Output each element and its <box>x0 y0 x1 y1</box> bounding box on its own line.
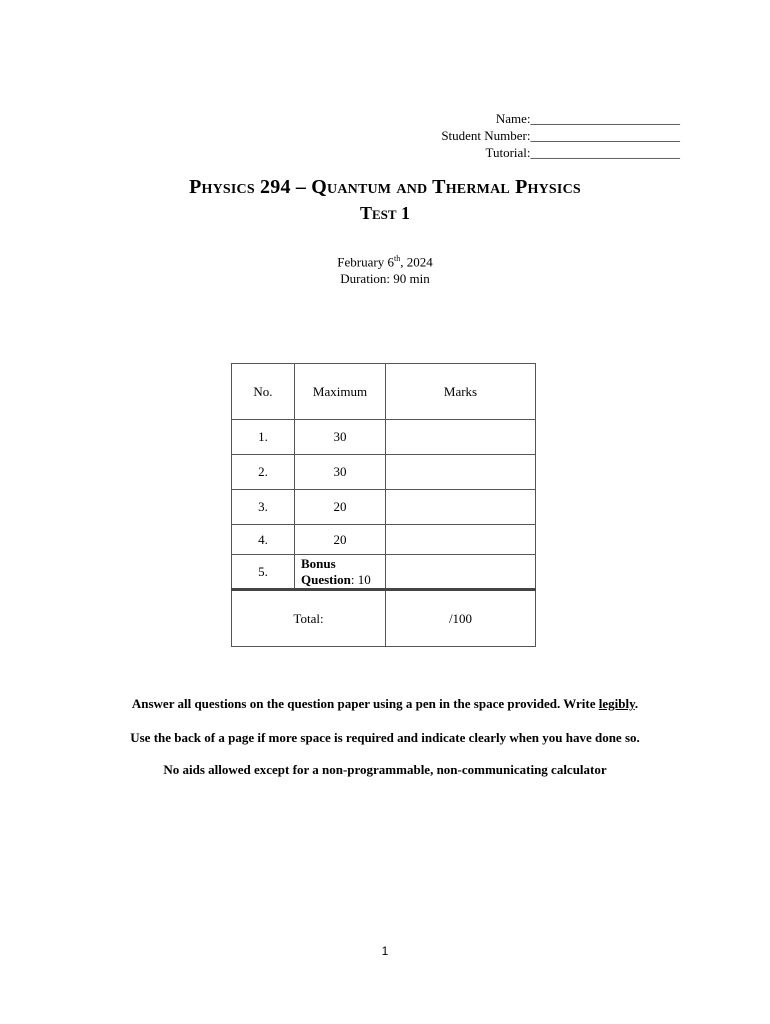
total-row <box>232 590 536 647</box>
bonus-max <box>295 555 386 590</box>
header-maximum: Maximum <box>295 364 386 420</box>
bonus-no: 5. <box>232 555 295 590</box>
row-no: 4. <box>232 525 295 555</box>
row-marks <box>386 525 536 555</box>
date-superscript: th <box>393 254 401 263</box>
page-title: Physics 294 – Quantum and Thermal Physics <box>189 176 581 198</box>
marks-table <box>231 363 536 647</box>
bonus-label-1: Bonus <box>301 555 336 571</box>
test-date <box>0 250 770 270</box>
bonus-label-2: Question <box>301 571 351 587</box>
instruction-1-text: Answer all questions on the question paper using a pen in the space provided. Write <box>131 696 599 711</box>
bonus-value: : 10 <box>350 571 371 587</box>
test-subtitle: Test 1 <box>359 203 411 223</box>
row-no: 1. <box>232 420 295 455</box>
row-max: 20 <box>295 525 386 555</box>
instruction-1-end: . <box>634 696 639 711</box>
student-info-fields <box>441 110 680 161</box>
row-no: 2. <box>232 455 295 490</box>
total-value: /100 <box>386 590 536 647</box>
tutorial-field: Tutorial:_______________________ <box>485 145 680 160</box>
table-header-row <box>232 364 536 420</box>
table-row <box>232 420 536 455</box>
date-year: , 2024 <box>400 254 433 270</box>
instruction-line-3: No aids allowed except for a non-programmable, non-communicating calculator <box>163 762 607 777</box>
test-duration: Duration: 90 min <box>340 271 430 287</box>
row-max: 30 <box>295 420 386 455</box>
student-number-field: Student Number:_______________________ <box>441 128 680 143</box>
page-number: 1 <box>381 944 389 958</box>
date-text: February 6 <box>337 254 394 270</box>
instruction-1-emphasis: legibly <box>598 696 635 711</box>
instruction-line-2: Use the back of a page if more space is required and indicate clearly when you have done so. <box>130 730 640 745</box>
row-max: 20 <box>295 490 386 525</box>
table-row <box>232 525 536 555</box>
bonus-marks <box>386 555 536 590</box>
header-marks: Marks <box>386 364 536 420</box>
instruction-line-1 <box>0 696 770 712</box>
test-date-block <box>0 250 770 287</box>
table-row <box>232 490 536 525</box>
header-no: No. <box>232 364 295 420</box>
table-row <box>232 455 536 490</box>
row-no: 3. <box>232 490 295 525</box>
row-marks <box>386 455 536 490</box>
bonus-row <box>232 555 536 590</box>
row-marks <box>386 420 536 455</box>
name-field: Name:_______________________ <box>495 111 680 126</box>
row-max: 30 <box>295 455 386 490</box>
total-label: Total: <box>232 590 386 647</box>
row-marks <box>386 490 536 525</box>
